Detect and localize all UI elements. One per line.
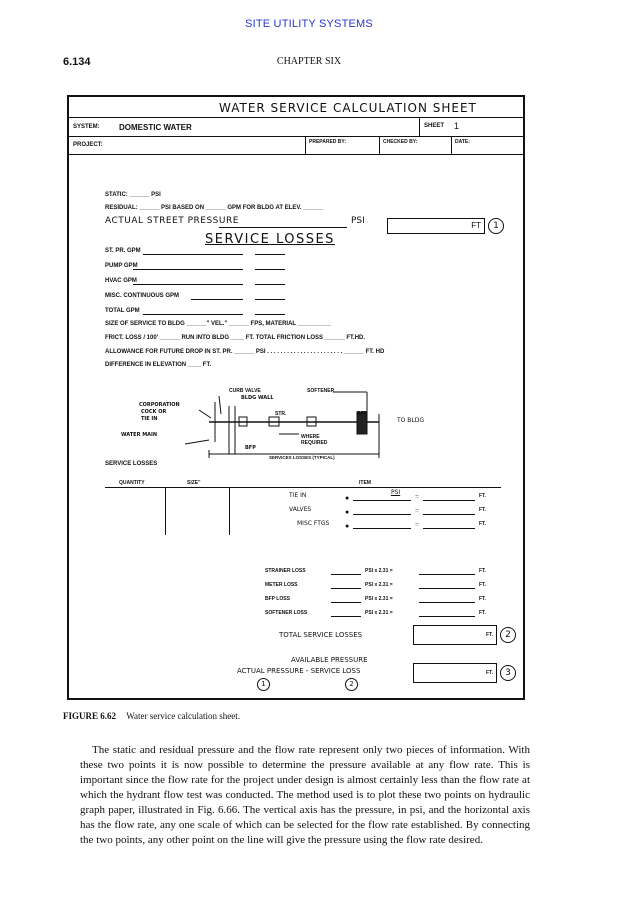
bldg-wall-label: BLDG WALL — [241, 395, 274, 401]
system-value: DOMESTIC WATER — [119, 123, 192, 132]
sheet-title: WATER SERVICE CALCULATION SHEET — [219, 101, 477, 115]
ft-label-4: FT. — [479, 582, 486, 588]
curb-valve-label: CURB VALVE — [229, 388, 261, 394]
services-losses-typical-label: SERVICES LOSSES (TYPICAL) — [269, 455, 335, 460]
calculation-sheet: WATER SERVICE CALCULATION SHEET SYSTEM: DOMESTIC WATER SHEET 1 PROJECT: PREPARED BY: CHECKED BY: DATE: STATIC: ______ PSI RESIDUAL: ______ PSI BASED ON ______ GPM FOR BLDG AT ELEV. ______ ACTUAL STREET PRESSURE PSI FT 1 SERVICE LOSSES ST. PR. GPM PUMP GPM HVAC GPM MISC. CONTINUOUS GPM TOTAL GPM SIZE OF SERVICE TO BLDG ______" VEL." ______ FPS, MATERIAL __________ FRICT. LOSS / 100' ______ RUN INTO BLDG ____ FT. TOTAL FRICTION LOSS ______ FT.HD. ALLOWANCE FOR FUTURE DROP IN ST. PR. ______ PSI . . . . . . . . . . . . . . . . . . . . . . . ______ FT. HD DIFFERENCE IN ELEVATION ____ FT. CURB VALVE BLDG WALL SOFTENER CORPORATION COCK OR TIE IN WATER MAIN STR. BFP TO BLDG WHERE REQUIRED BFP SERVICES LOSSES (TYPICAL) SERVICE LOSSES QUANTITY SIZE" ITEM TIE IN VALVES MISC FTGS ● ● ● PSI = = = FT. FT. FT. STRAINER LOSS METER LOSS BFP LOSS SOFTENER LOSS PSI x 2.31 = PSI x 2.31 = PSI x 2.31 = PSI x 2.31 = FT. FT. FT. FT. TOTAL SERVICE LOSSES FT. 2 AVAILABLE PRESSURE ACTUAL PRESSURE - SERVICE LOSS 1 2 FT. 3 — [67, 95, 525, 700]
system-label: SYSTEM: — [73, 124, 100, 130]
ft-label-2: FT. — [479, 521, 486, 527]
gpm-row-1: PUMP GPM — [105, 263, 138, 269]
psi-mult-3: PSI x 2.31 = — [365, 610, 393, 616]
gpm-row-0: ST. PR. GPM — [105, 248, 141, 254]
tie-in-label: TIE IN — [141, 416, 158, 422]
date-label: DATE: — [455, 139, 470, 145]
item-valves: VALVES — [289, 506, 312, 513]
str-label: STR. — [275, 411, 287, 417]
circle-2: 2 — [500, 627, 516, 643]
static-line: STATIC: ______ PSI — [105, 192, 161, 198]
ft-label-5: FT. — [479, 596, 486, 602]
prepared-by-label: PREPARED BY: — [309, 139, 347, 145]
project-label: PROJECT: — [73, 142, 103, 148]
header-grid — [69, 117, 523, 154]
ft-label-3: FT. — [479, 568, 486, 574]
available-pressure-label: AVAILABLE PRESSURE — [291, 656, 368, 664]
chapter-title: CHAPTER SIX — [276, 56, 342, 67]
quantity-header: QUANTITY — [119, 480, 145, 486]
body-text — [80, 743, 530, 848]
caption-label: FIGURE 6.62 — [63, 711, 117, 721]
caption-text: Water service calculation sheet. — [126, 711, 240, 721]
psi-mult-1: PSI x 2.31 = — [365, 582, 393, 588]
circle-2-ref: 2 — [345, 678, 358, 691]
size-header: SIZE" — [187, 480, 201, 486]
figure-caption — [63, 711, 240, 721]
actual-pressure-box: FT — [387, 218, 485, 234]
allowance-line: ALLOWANCE FOR FUTURE DROP IN ST. PR. ______ PSI . . . . . . . . . . . . . . . . . . . . . . . ______ FT. HD — [105, 349, 385, 355]
gpm-row-2: HVAC GPM — [105, 278, 137, 284]
where-label: WHERE — [301, 434, 320, 440]
loss-row-bfp: BFP LOSS — [265, 596, 290, 602]
corporation-label: CORPORATION — [139, 402, 180, 408]
water-main-label: WATER MAIN — [121, 432, 158, 438]
sheet-value: 1 — [454, 121, 460, 131]
total-service-losses-label: TOTAL SERVICE LOSSES — [279, 631, 363, 639]
item-header: ITEM — [359, 480, 371, 486]
psi-mult-2: PSI x 2.31 = — [365, 596, 393, 602]
residual-line: RESIDUAL: ______ PSI BASED ON ______ GPM FOR BLDG AT ELEV. ______ — [105, 205, 324, 211]
service-losses-title: SERVICE LOSSES — [205, 232, 335, 247]
tie-in-psi: PSI — [391, 489, 401, 496]
total-service-losses-box: FT. — [413, 625, 497, 645]
psi-mult-0: PSI x 2.31 = — [365, 568, 393, 574]
actual-minus-service-label: ACTUAL PRESSURE - SERVICE LOSS — [237, 667, 361, 675]
ft-label-0: FT. — [479, 493, 486, 499]
actual-street-pressure: ACTUAL STREET PRESSURE — [105, 216, 239, 226]
cock-or-label: COCK OR — [141, 409, 167, 415]
body-paragraph: The static and residual pressure and the flow rate represent only two pieces of information. With these two points it is now possible to determine the pressure available at any flow rate. This is important since the flow rate for the project under design is almost certainly less than the flow rate at which the hydrant flow test was conducted. The method used is to plot these two points on hydraulic graph paper, illustrated in Fig. 6.66. The vertical axis has the pressure, in psi, and the horizontal axis has the flow rate, any one scale of which can be selected for the flow rate established. By connecting the two points, any other point on the line will give the pressure using the flow rate desired. — [80, 744, 530, 846]
curb-valve-leader — [219, 396, 221, 414]
item-tie-in: TIE IN — [289, 492, 307, 499]
ft-label-6: FT. — [479, 610, 486, 616]
corporation-leader — [199, 410, 211, 418]
circle-1-ref: 1 — [257, 678, 270, 691]
page-number: 6.134 — [63, 56, 91, 68]
softener-label: SOFTENER — [307, 388, 335, 394]
checked-by-label: CHECKED BY: — [383, 139, 418, 145]
circle-1: 1 — [488, 218, 504, 234]
difference-elevation-line: DIFFERENCE IN ELEVATION ____ FT. — [105, 362, 212, 368]
available-pressure-box: FT. — [413, 663, 497, 683]
loss-row-strainer: STRAINER LOSS — [265, 568, 306, 574]
ft-label-1: FT. — [479, 507, 486, 513]
bfp-bottom-label: BFP — [245, 445, 256, 451]
loss-row-softener: SOFTENER LOSS — [265, 610, 308, 616]
to-bldg-label: TO BLDG — [397, 417, 425, 424]
actual-psi: PSI — [351, 216, 365, 226]
friction-loss-line: FRICT. LOSS / 100' ______ RUN INTO BLDG ____ FT. TOTAL FRICTION LOSS ______ FT.HD. — [105, 335, 366, 341]
bfp-top-label: BFP — [357, 411, 367, 417]
gpm-row-3: MISC. CONTINUOUS GPM — [105, 293, 180, 299]
sheet-label: SHEET — [424, 123, 445, 129]
circle-3: 3 — [500, 665, 516, 681]
size-of-service-line: SIZE OF SERVICE TO BLDG ______" VEL." ______ FPS, MATERIAL __________ — [105, 321, 332, 327]
required-label: REQUIRED — [301, 440, 328, 446]
loss-row-meter: METER LOSS — [265, 582, 298, 588]
water-main-leader — [185, 440, 209, 444]
running-header: SITE UTILITY SYSTEMS — [245, 18, 373, 30]
item-misc-ftgs: MISC FTGS — [297, 520, 330, 527]
gpm-row-4: TOTAL GPM — [105, 308, 140, 314]
service-losses-label: SERVICE LOSSES — [105, 461, 158, 467]
